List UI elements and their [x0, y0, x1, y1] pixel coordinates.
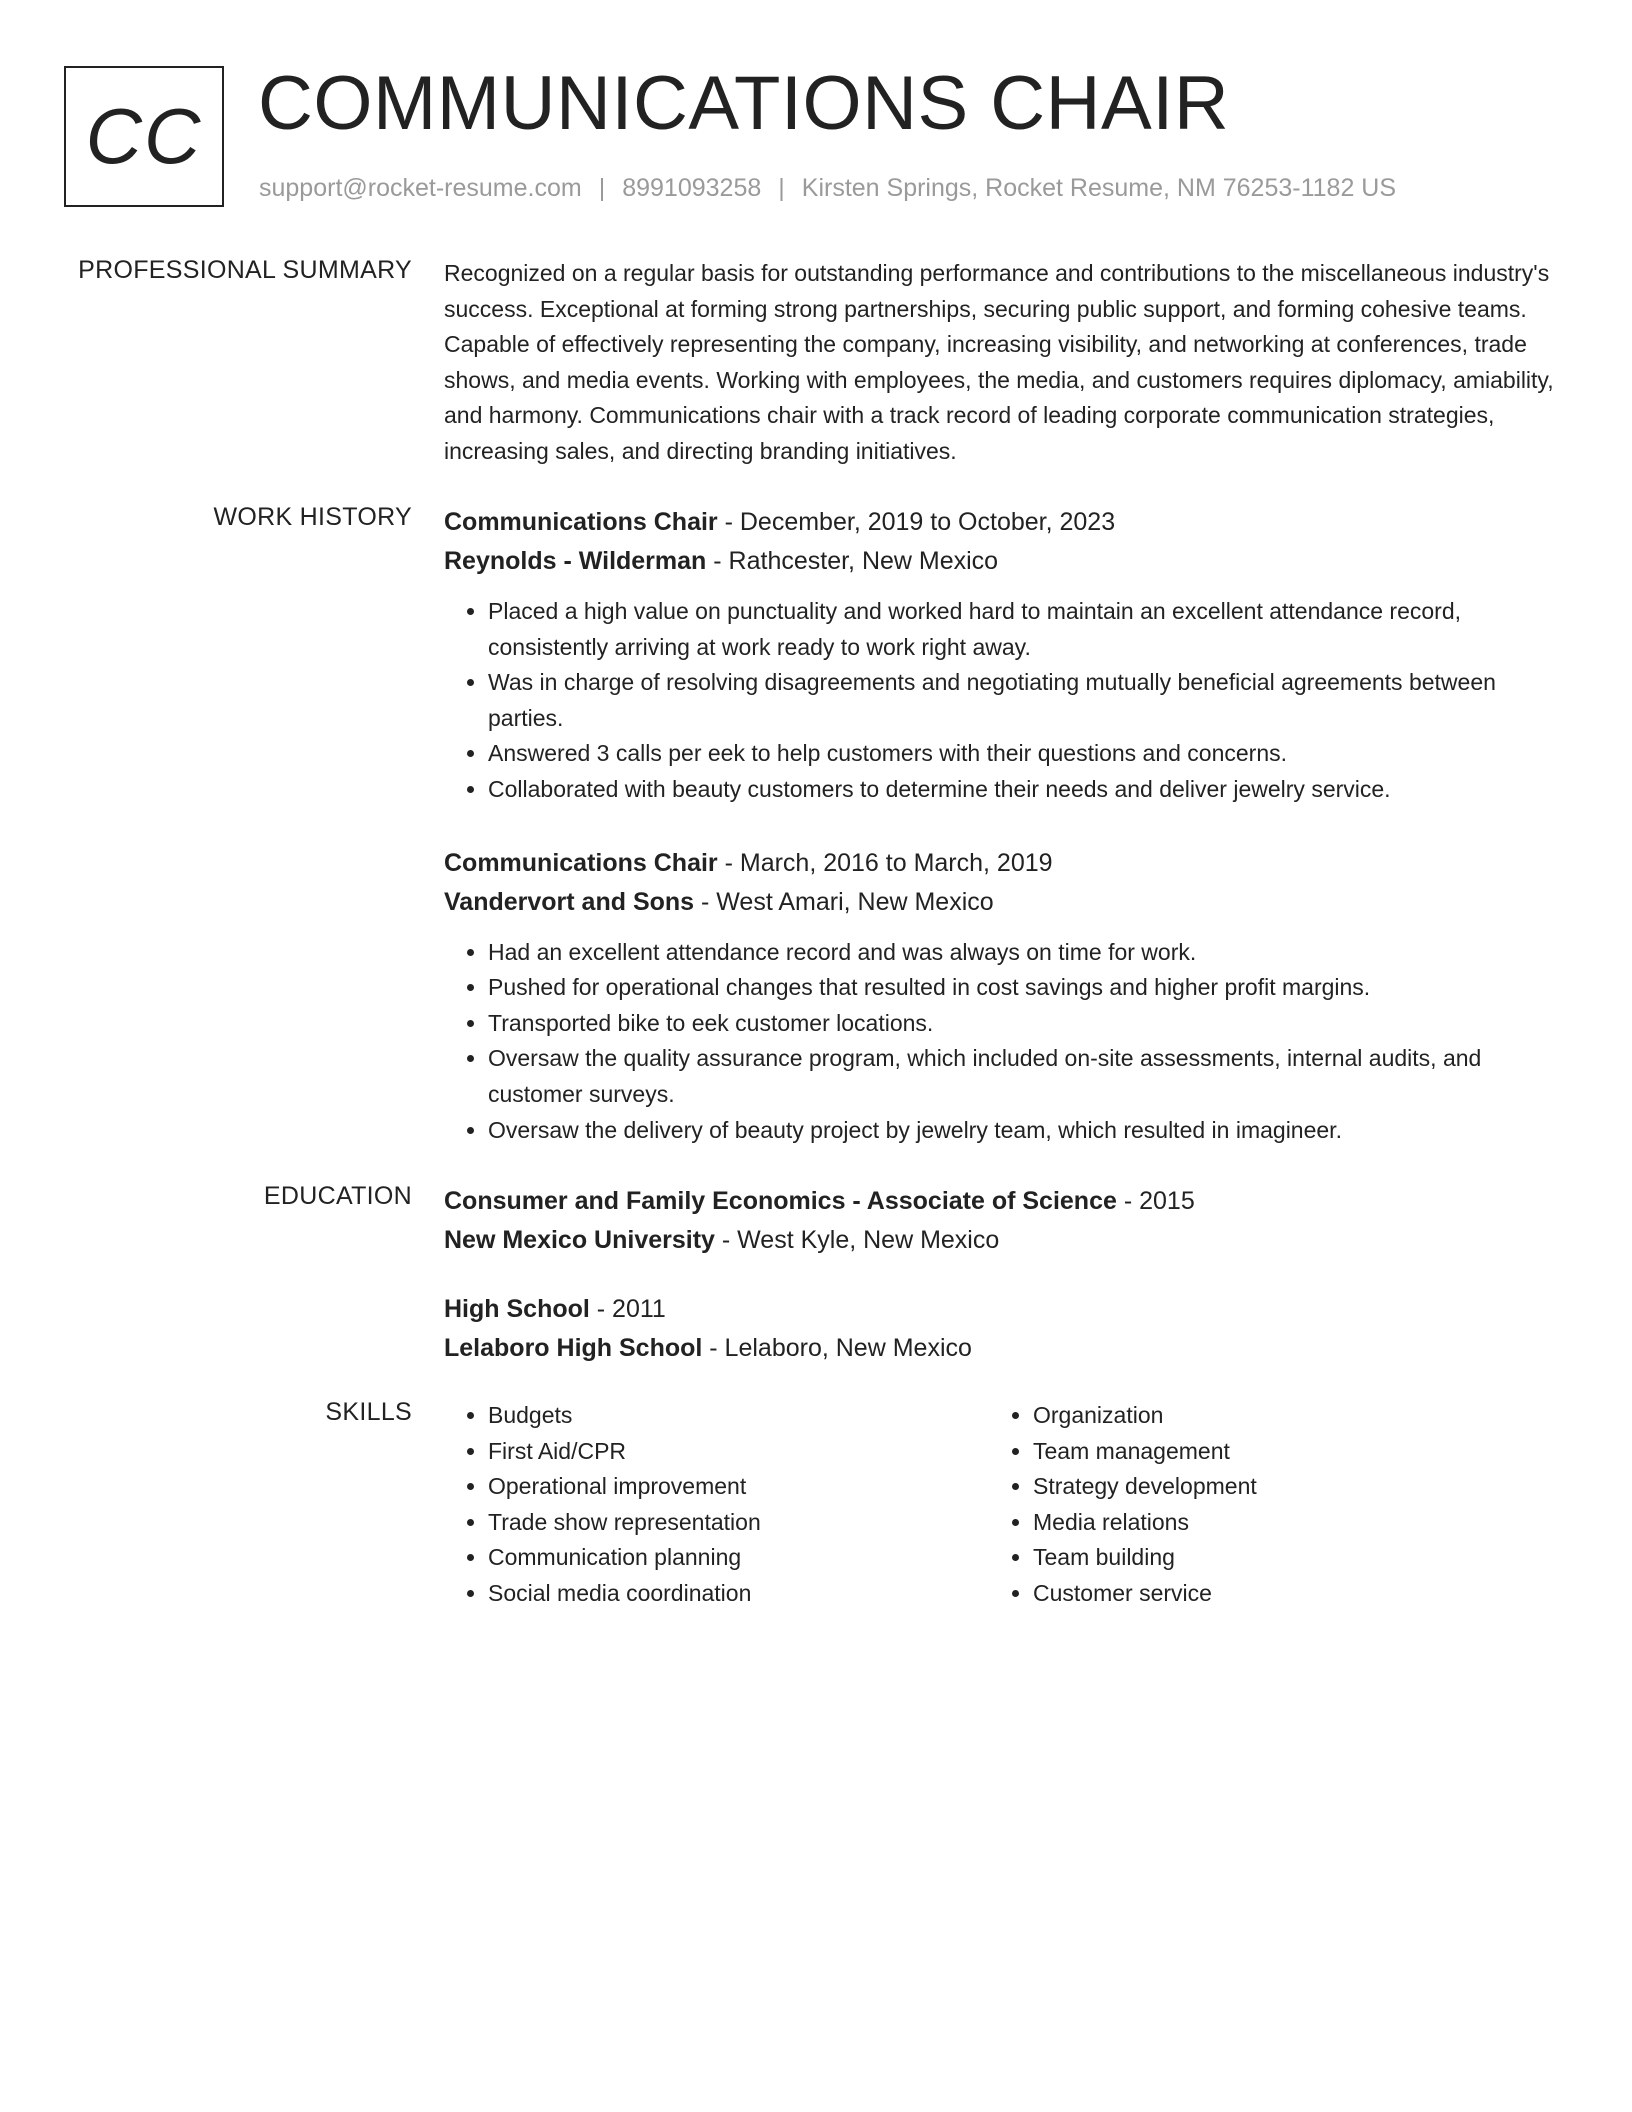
education-degree: Consumer and Family Economics - Associate of Science [444, 1187, 1117, 1215]
skill-item: • Budgets [488, 1398, 989, 1434]
skill-item: • Trade show representation [488, 1505, 989, 1541]
skill-item: • Team building [1033, 1540, 1534, 1576]
education-year: - 2011 [589, 1295, 666, 1323]
job-bullets [444, 594, 1564, 808]
job-location: - West Amari, New Mexico [694, 887, 994, 916]
contact-line [259, 174, 1396, 203]
resume-header [64, 61, 1584, 211]
skill-item: • Media relations [1033, 1505, 1534, 1541]
summary-text: Recognized on a regular basis for outstanding performance and contributions to the miscellaneous industry's success. Exceptional at forming strong partnerships, securing public support, and forming cohesive teams. Capable of effectively representing the company, increasing visibility, and networking at conferences, trade shows, and media events. Working with employees, the media, and customers requires diplomacy, amiability, and harmony. Communications chair with a track record of leading corporate communication strategies, increasing sales, and directing branding initiatives. [444, 260, 1554, 464]
contact-separator: | [598, 174, 606, 202]
contact-address: Kirsten Springs, Rocket Resume, NM 76253-1182 US [801, 174, 1397, 202]
list-item: • Oversaw the quality assurance program, which included on-site assessments, internal audits, and customer surveys. [488, 1041, 1564, 1112]
section-title: PROFESSIONAL SUMMARY [78, 256, 412, 284]
contact-separator: | [778, 174, 785, 202]
section-title: SKILLS [325, 1398, 412, 1426]
education-entry [444, 1182, 1564, 1260]
job-dates: - December, 2019 to October, 2023 [717, 508, 1116, 536]
skill-item: • Organization [1033, 1398, 1534, 1434]
education-degree: High School [444, 1295, 590, 1323]
education-degree-line [444, 1290, 1564, 1329]
list-item: • Placed a high value on punctuality and worked hard to maintain an excellent attendance record, consistently arriving at work ready to work right away. [488, 594, 1564, 665]
job-title-line [444, 844, 1564, 883]
job-company: Reynolds - Wilderman [444, 547, 707, 575]
skill-item: • Communication planning [488, 1540, 989, 1576]
education-year: - 2015 [1116, 1187, 1195, 1215]
job-title-line [444, 503, 1564, 542]
job-dates: - March, 2016 to March, 2019 [717, 848, 1053, 877]
skill-item: • First Aid/CPR [488, 1434, 989, 1470]
section-body [444, 1398, 1564, 1612]
education-location: - Lelaboro, New Mexico [702, 1334, 972, 1362]
education-school: New Mexico University [444, 1226, 715, 1254]
skill-item: • Operational improvement [488, 1469, 989, 1505]
skill-item: • Team management [1033, 1434, 1534, 1470]
contact-email[interactable]: support@rocket-resume.com [259, 174, 582, 202]
job-company-line [444, 883, 1564, 922]
education-location: - West Kyle, New Mexico [714, 1226, 1000, 1254]
section-body [444, 503, 1564, 1148]
job-role: Communications Chair [444, 848, 718, 877]
job-bullets [444, 935, 1564, 1149]
list-item: • Pushed for operational changes that resulted in cost savings and higher profit margins. [488, 970, 1564, 1006]
list-item: • Had an excellent attendance record and was always on time for work. [488, 935, 1564, 971]
education-degree-line [444, 1182, 1564, 1221]
job-entry [444, 503, 1564, 808]
skills-columns [444, 1398, 1564, 1612]
skill-item: • Strategy development [1033, 1469, 1534, 1505]
monogram-logo: CC [64, 66, 224, 207]
skills-list-left [444, 1398, 989, 1612]
section-body [444, 256, 1564, 470]
skill-item: • Customer service [1033, 1576, 1534, 1612]
job-role: Communications Chair [444, 508, 718, 536]
education-entry [444, 1290, 1564, 1368]
candidate-name: COMMUNICATIONS CHAIR [258, 61, 1230, 146]
education-school-line [444, 1221, 1564, 1260]
skills-list-right [989, 1398, 1534, 1612]
education-school-line [444, 1329, 1564, 1368]
contact-phone[interactable]: 8991093258 [622, 174, 762, 202]
list-item: • Answered 3 calls per eek to help customers with their questions and concerns. [488, 736, 1564, 772]
list-item: • Collaborated with beauty customers to determine their needs and deliver jewelry service. [488, 772, 1564, 808]
list-item: • Transported bike to eek customer locations. [488, 1006, 1564, 1042]
list-item: • Oversaw the delivery of beauty project by jewelry team, which resulted in imagineer. [488, 1113, 1564, 1149]
section-body [444, 1182, 1564, 1368]
list-item: • Was in charge of resolving disagreements and negotiating mutually beneficial agreements between parties. [488, 665, 1564, 736]
job-location: - Rathcester, New Mexico [706, 547, 999, 575]
section-title: EDUCATION [263, 1182, 412, 1210]
skill-item: • Social media coordination [488, 1576, 989, 1612]
education-school: Lelaboro High School [444, 1334, 703, 1362]
job-company-line [444, 542, 1564, 581]
section-title: WORK HISTORY [213, 503, 412, 531]
job-entry [444, 844, 1564, 1149]
job-company: Vandervort and Sons [444, 887, 695, 916]
